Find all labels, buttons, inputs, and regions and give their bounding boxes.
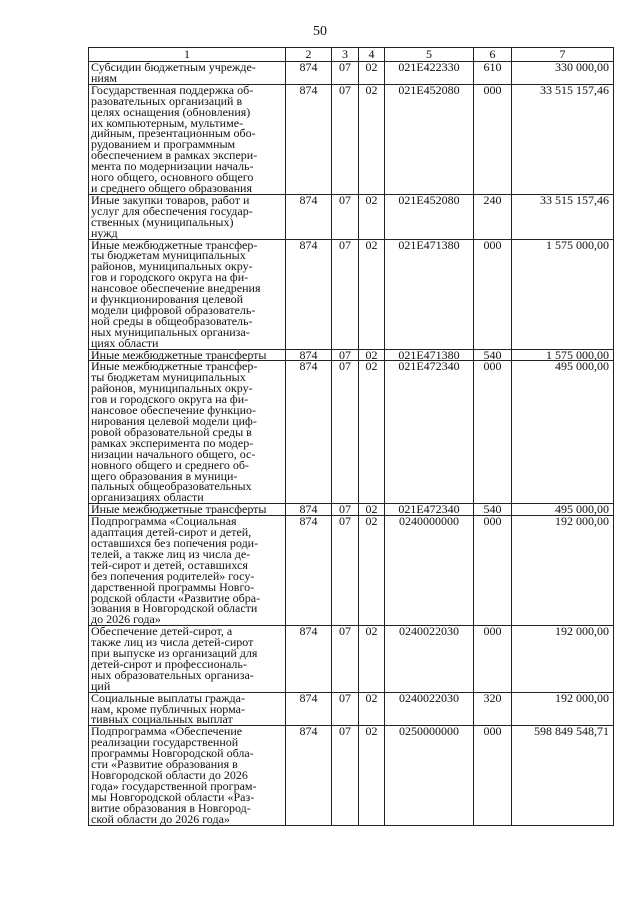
- header-col-7: 7: [512, 48, 614, 62]
- table-row: [89, 239, 614, 349]
- header-col-5: 5: [385, 48, 474, 62]
- cell-rz: 07: [332, 194, 359, 239]
- cell-rz: 07: [332, 504, 359, 516]
- header-col-6: 6: [474, 48, 512, 62]
- cell-rz: 07: [332, 361, 359, 504]
- cell-gr: 874: [286, 692, 332, 726]
- cell-gr: 874: [286, 239, 332, 349]
- cell-csr: 021Е472340: [385, 361, 474, 504]
- cell-rz: 07: [332, 726, 359, 825]
- cell-rz: 07: [332, 349, 359, 361]
- cell-csr: 021Е471380: [385, 349, 474, 361]
- cell-gr: 874: [286, 726, 332, 825]
- cell-pr: 02: [359, 84, 385, 194]
- cell-gr: 874: [286, 84, 332, 194]
- cell-rz: 07: [332, 692, 359, 726]
- header-col-2: 2: [286, 48, 332, 62]
- cell-gr: 874: [286, 361, 332, 504]
- cell-name: Иные закупки товаров, работ и услуг для обеспечения государ- ственных (муниципальных) нужд: [89, 194, 286, 239]
- cell-vr: 000: [474, 516, 512, 626]
- cell-gr: 874: [286, 626, 332, 692]
- cell-name: Иные межбюджетные трансферты: [89, 504, 286, 516]
- cell-sum: 1 575 000,00: [512, 349, 614, 361]
- cell-csr: 021Е452080: [385, 84, 474, 194]
- cell-pr: 02: [359, 349, 385, 361]
- header-col-4: 4: [359, 48, 385, 62]
- table-row: [89, 692, 614, 726]
- table-row: [89, 194, 614, 239]
- cell-sum: 33 515 157,46: [512, 84, 614, 194]
- cell-sum: 495 000,00: [512, 361, 614, 504]
- cell-rz: 07: [332, 62, 359, 85]
- cell-csr: 0250000000: [385, 726, 474, 825]
- cell-pr: 02: [359, 239, 385, 349]
- cell-sum: 192 000,00: [512, 692, 614, 726]
- cell-sum: 598 849 548,71: [512, 726, 614, 825]
- cell-sum: 1 575 000,00: [512, 239, 614, 349]
- cell-gr: 874: [286, 194, 332, 239]
- cell-vr: 000: [474, 726, 512, 825]
- cell-pr: 02: [359, 726, 385, 825]
- cell-vr: 610: [474, 62, 512, 85]
- cell-vr: 240: [474, 194, 512, 239]
- cell-sum: 192 000,00: [512, 516, 614, 626]
- page-number: 50: [313, 24, 327, 39]
- table-row: [89, 516, 614, 626]
- cell-pr: 02: [359, 361, 385, 504]
- cell-pr: 02: [359, 194, 385, 239]
- cell-gr: 874: [286, 349, 332, 361]
- cell-csr: 0240022030: [385, 692, 474, 726]
- cell-gr: 874: [286, 504, 332, 516]
- cell-name: Социальные выплаты гражда- нам, кроме публичных норма- тивных социальных выплат: [89, 692, 286, 726]
- budget-table: [88, 47, 614, 826]
- cell-rz: 07: [332, 84, 359, 194]
- cell-csr: 021Е471380: [385, 239, 474, 349]
- cell-pr: 02: [359, 504, 385, 516]
- cell-sum: 495 000,00: [512, 504, 614, 516]
- cell-name: Иные межбюджетные трансферты: [89, 349, 286, 361]
- cell-vr: 000: [474, 626, 512, 692]
- cell-sum: 192 000,00: [512, 626, 614, 692]
- cell-csr: 021Е452080: [385, 194, 474, 239]
- cell-sum: 330 000,00: [512, 62, 614, 85]
- cell-csr: 021Е472340: [385, 504, 474, 516]
- cell-name: Подпрограмма «Социальная адаптация детей-сирот и детей, оставшихся без попечения роди- телей, а также лиц из числа де- тей-сирот и детей, оставшихся без попечения родителей» госу- дарственной программы Новго- родской области «Развитие обра- зования в Новгородской области до 2026 года»: [89, 516, 286, 626]
- table-row: [89, 726, 614, 825]
- header-col-3: 3: [332, 48, 359, 62]
- cell-name: Иные межбюджетные трансфер- ты бюджетам муниципальных районов, муниципальных окру- гов и городского округа на фи- нансовое обеспечение внедрения и функционирования целевой модели цифровой образователь- ной среды в общеобразователь- ных муниципальных организа- циях области: [89, 239, 286, 349]
- cell-name: Иные межбюджетные трансфер- ты бюджетам муниципальных районов, муниципальных окру- гов и городского округа на фи- нансовое обеспечение функцио- нирования целевой модели циф- ровой образовательной среды в рамках эксперимента по модер- низации начального общего, ос- новного общего и среднего об- щего образования в муници- пальных общеобразовательных организациях области: [89, 361, 286, 504]
- cell-name: Субсидии бюджетным учрежде- ниям: [89, 62, 286, 85]
- cell-csr: 0240000000: [385, 516, 474, 626]
- cell-vr: 540: [474, 349, 512, 361]
- cell-gr: 874: [286, 516, 332, 626]
- cell-vr: 000: [474, 239, 512, 349]
- cell-name: Подпрограмма «Обеспечение реализации государственной программы Новгородской обла- сти «Развитие образования в Новгородской области до 2026 года» государственной програм- мы Новгородской области «Раз- витие образования в Новгород- ской области до 2026 года»: [89, 726, 286, 825]
- header-col-1: 1: [89, 48, 286, 62]
- table-row: [89, 62, 614, 85]
- cell-vr: 000: [474, 361, 512, 504]
- cell-vr: 000: [474, 84, 512, 194]
- cell-gr: 874: [286, 62, 332, 85]
- cell-name: Государственная поддержка об- разовательных организаций в целях оснащения (обновления) их компьютерным, мультимe- дийным, презентационным обо- рудованием и программным обеспечением в рамках экспери- мента по модернизации началь- ного общего, основного общего и среднего общего образования: [89, 84, 286, 194]
- cell-pr: 02: [359, 516, 385, 626]
- cell-pr: 02: [359, 62, 385, 85]
- cell-csr: 0240022030: [385, 626, 474, 692]
- table-row: [89, 361, 614, 504]
- table-row: [89, 626, 614, 692]
- cell-vr: 320: [474, 692, 512, 726]
- table-row: [89, 84, 614, 194]
- cell-rz: 07: [332, 516, 359, 626]
- cell-rz: 07: [332, 239, 359, 349]
- cell-pr: 02: [359, 626, 385, 692]
- cell-sum: 33 515 157,46: [512, 194, 614, 239]
- cell-csr: 021Е422330: [385, 62, 474, 85]
- cell-pr: 02: [359, 692, 385, 726]
- cell-vr: 540: [474, 504, 512, 516]
- cell-name: Обеспечение детей-сирот, а также лиц из числа детей-сирот при выпуске из организаций для детей-сирот и профессиональ- ных образовательных организа- ций: [89, 626, 286, 692]
- cell-rz: 07: [332, 626, 359, 692]
